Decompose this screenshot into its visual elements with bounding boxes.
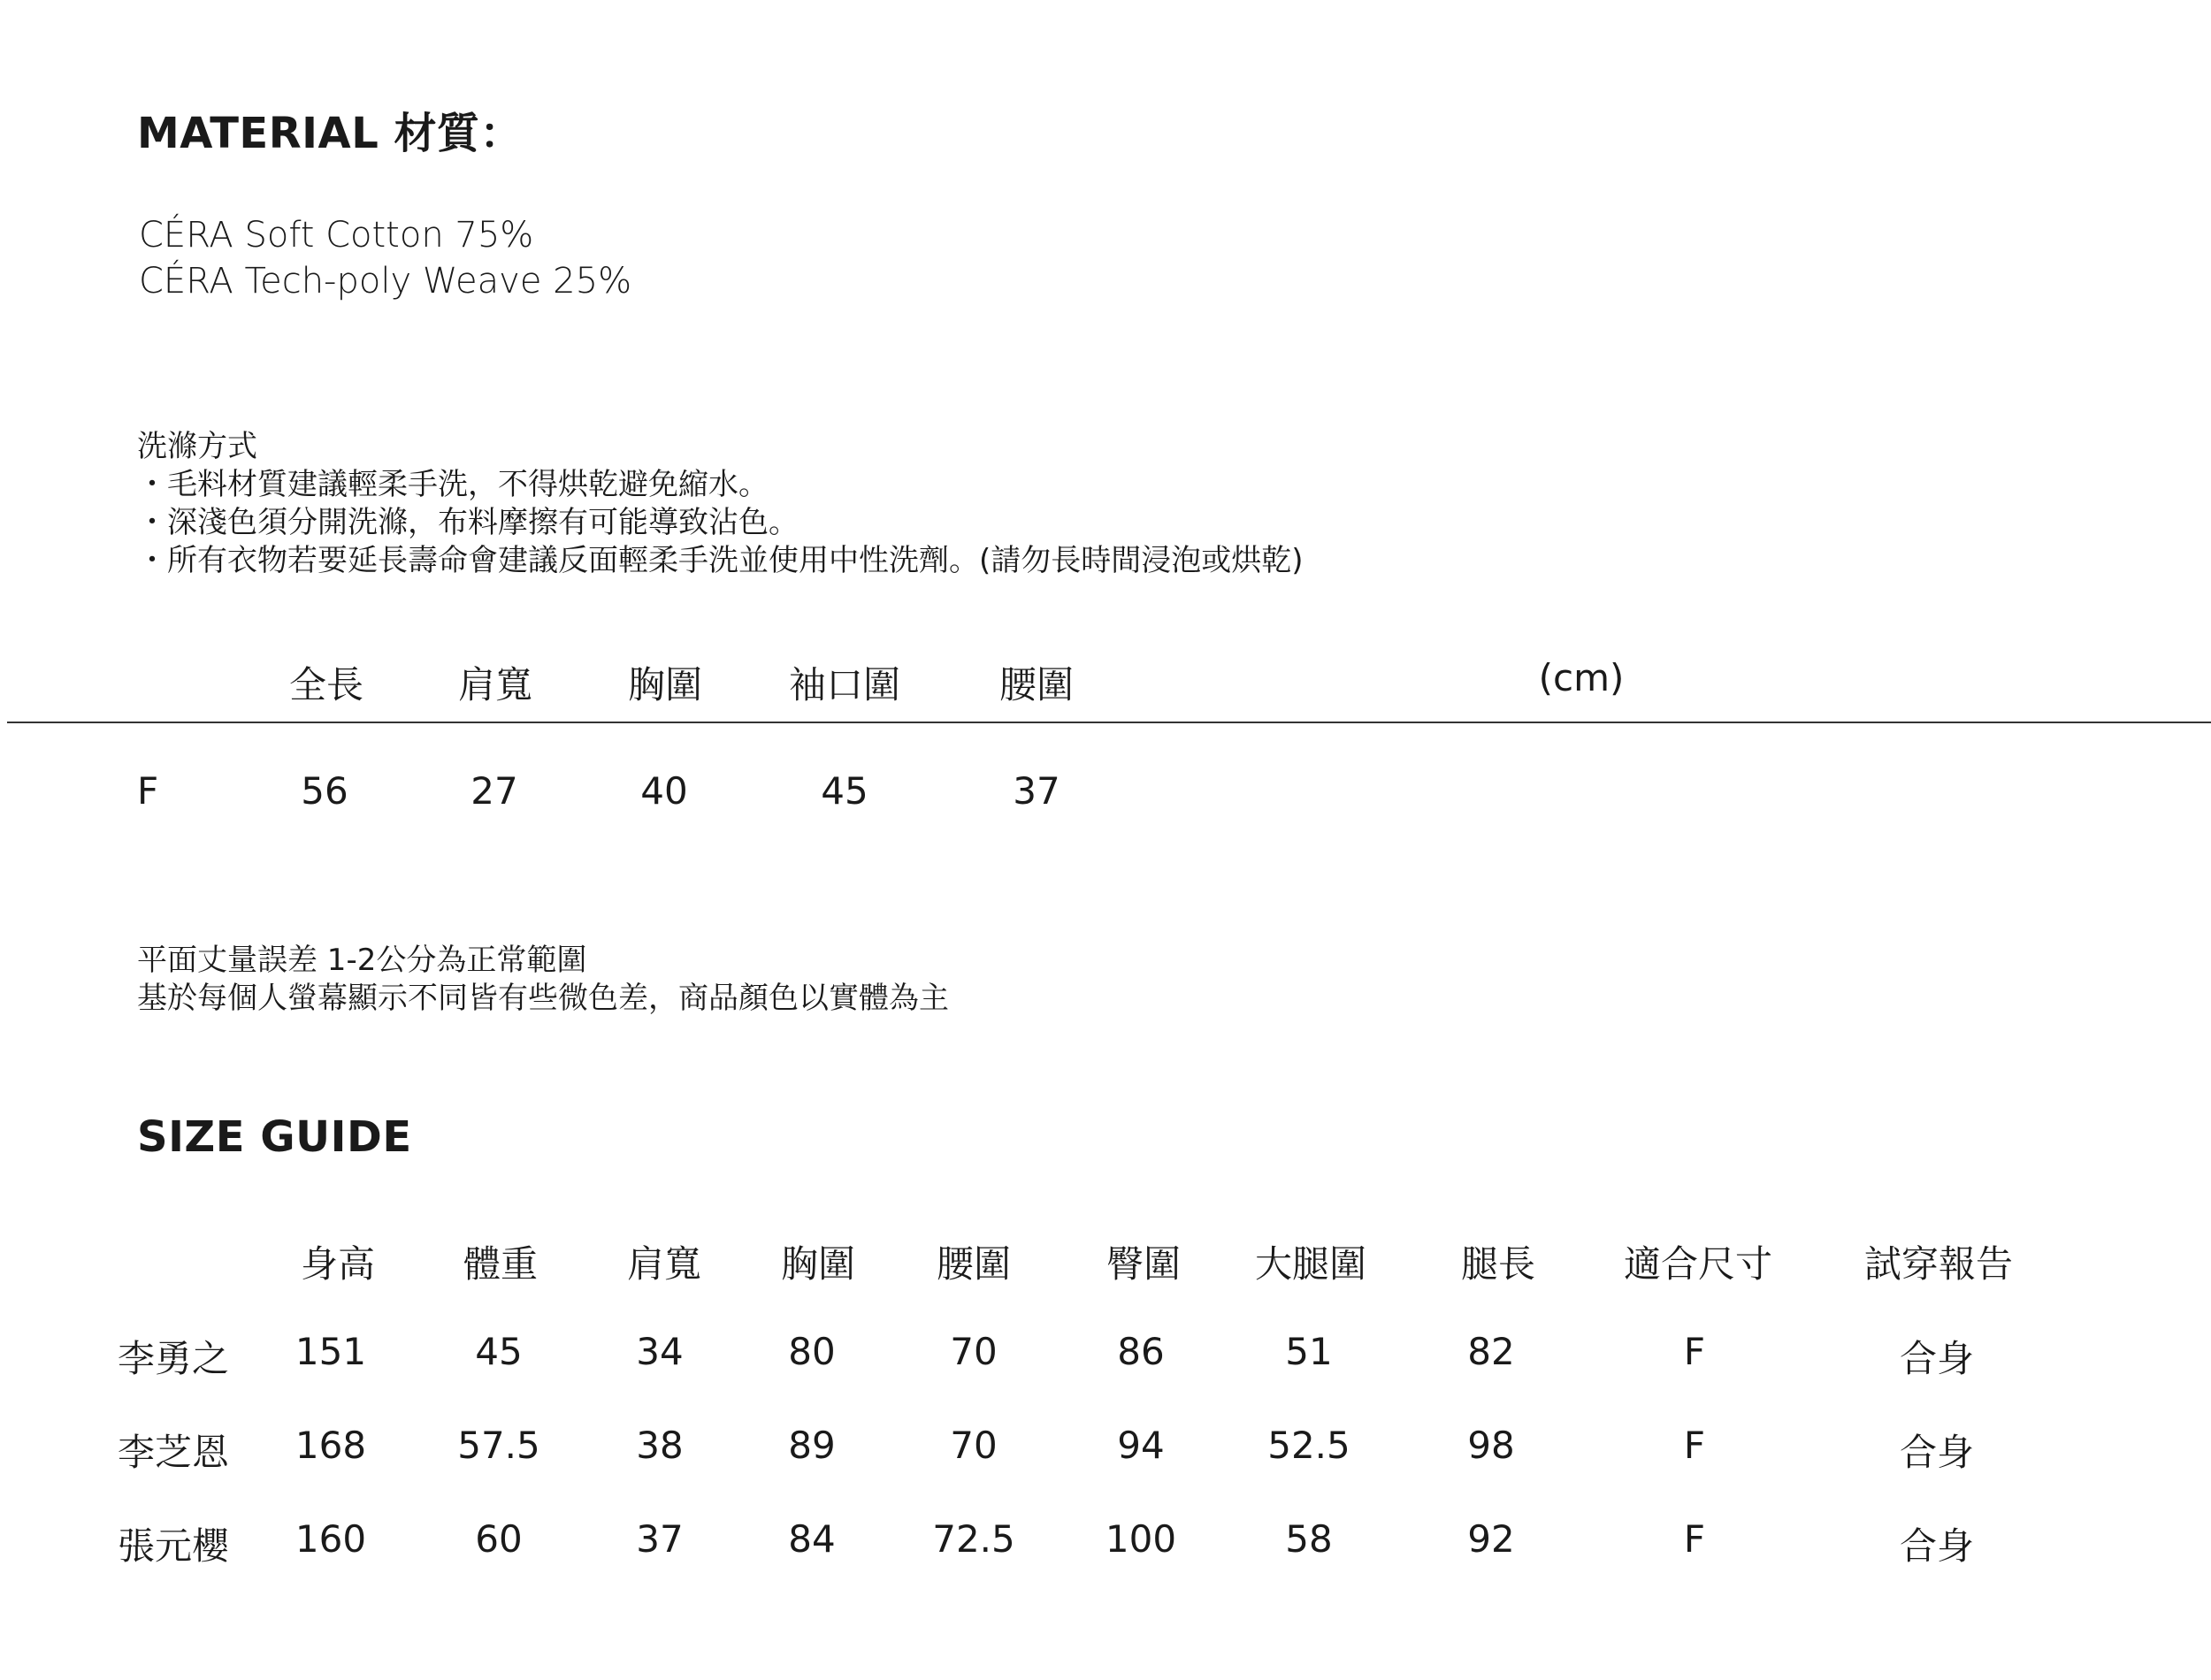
guide-cell: 86: [1117, 1330, 1165, 1373]
guide-cell: 84: [788, 1517, 836, 1561]
guide-cell: 58: [1285, 1517, 1333, 1561]
guide-cell: 57.5: [457, 1424, 540, 1467]
guide-cell: 89: [788, 1424, 836, 1467]
guide-header-chest: 胸圍: [780, 1242, 856, 1286]
guide-cell: 合身: [1899, 1337, 1975, 1380]
guide-cell: 38: [636, 1424, 684, 1467]
table-divider: [7, 722, 2211, 723]
washing-line-3: ・所有衣物若要延長壽命會建議反面輕柔手洗並使用中性洗劑。(請勿長時間浸泡或烘乾): [137, 543, 1304, 578]
washing-line-1: ・毛料材質建議輕柔手洗，不得烘乾避免縮水。: [137, 467, 769, 502]
material-line-1: CÉRA Soft Cotton 75%: [139, 215, 534, 256]
guide-cell: 51: [1285, 1330, 1333, 1373]
guide-cell: F: [1683, 1424, 1706, 1467]
size-value-waist: 37: [1013, 769, 1060, 813]
size-value-length: 56: [301, 769, 348, 813]
guide-header-fit-size: 適合尺寸: [1623, 1242, 1773, 1286]
guide-cell: 52.5: [1267, 1424, 1350, 1467]
guide-cell: 合身: [1899, 1431, 1975, 1474]
guide-cell: 合身: [1899, 1524, 1975, 1568]
note-line-2: 基於每個人螢幕顯示不同皆有些微色差，商品顏色以實體為主: [137, 981, 949, 1016]
size-value-cuff: 45: [821, 769, 868, 813]
guide-cell: 70: [950, 1330, 998, 1373]
guide-header-fit-report: 試穿報告: [1863, 1242, 2014, 1286]
size-value-shoulder: 27: [471, 769, 518, 813]
size-label: F: [137, 769, 159, 813]
guide-cell: F: [1683, 1517, 1706, 1561]
guide-header-thigh: 大腿圍: [1254, 1242, 1367, 1286]
guide-header-leg-length: 腿長: [1460, 1242, 1536, 1286]
guide-header-height: 身高: [300, 1242, 376, 1286]
note-line-1: 平面丈量誤差 1-2公分為正常範圍: [137, 943, 587, 978]
size-value-chest: 40: [640, 769, 688, 813]
guide-row-name: 李芝恩: [118, 1431, 230, 1474]
guide-cell: 37: [636, 1517, 684, 1561]
guide-cell: 82: [1467, 1330, 1515, 1373]
guide-cell: 168: [295, 1424, 367, 1467]
size-guide-title: SIZE GUIDE: [137, 1112, 412, 1162]
guide-header-waist: 腰圍: [936, 1242, 1012, 1286]
material-line-2: CÉRA Tech-poly Weave 25%: [139, 261, 632, 302]
material-title: MATERIAL 材質：: [137, 109, 523, 158]
guide-cell: 100: [1105, 1517, 1177, 1561]
guide-cell: 98: [1467, 1424, 1515, 1467]
size-header-length: 全長: [288, 663, 364, 706]
guide-cell: 45: [475, 1330, 523, 1373]
guide-header-weight: 體重: [463, 1242, 539, 1286]
guide-cell: 70: [950, 1424, 998, 1467]
guide-cell: 34: [636, 1330, 684, 1373]
guide-cell: 94: [1117, 1424, 1165, 1467]
size-header-waist: 腰圍: [998, 663, 1075, 706]
guide-header-hip: 臀圍: [1106, 1242, 1182, 1286]
guide-cell: 151: [295, 1330, 367, 1373]
guide-header-shoulder: 肩寬: [626, 1242, 702, 1286]
washing-title: 洗滌方式: [137, 429, 257, 464]
guide-cell: 92: [1467, 1517, 1515, 1561]
size-header-cuff: 袖口圍: [788, 663, 901, 706]
size-unit: (cm): [1538, 656, 1625, 699]
guide-cell: 80: [788, 1330, 836, 1373]
size-header-chest: 胸圍: [627, 663, 703, 706]
guide-row-name: 張元櫻: [118, 1524, 230, 1568]
washing-line-2: ・深淺色須分開洗滌，布料摩擦有可能導致沾色。: [137, 505, 799, 540]
guide-cell: 160: [295, 1517, 367, 1561]
size-header-shoulder: 肩寬: [457, 663, 533, 706]
guide-cell: 60: [475, 1517, 523, 1561]
guide-cell: F: [1683, 1330, 1706, 1373]
guide-row-name: 李勇之: [118, 1337, 230, 1380]
guide-cell: 72.5: [932, 1517, 1015, 1561]
